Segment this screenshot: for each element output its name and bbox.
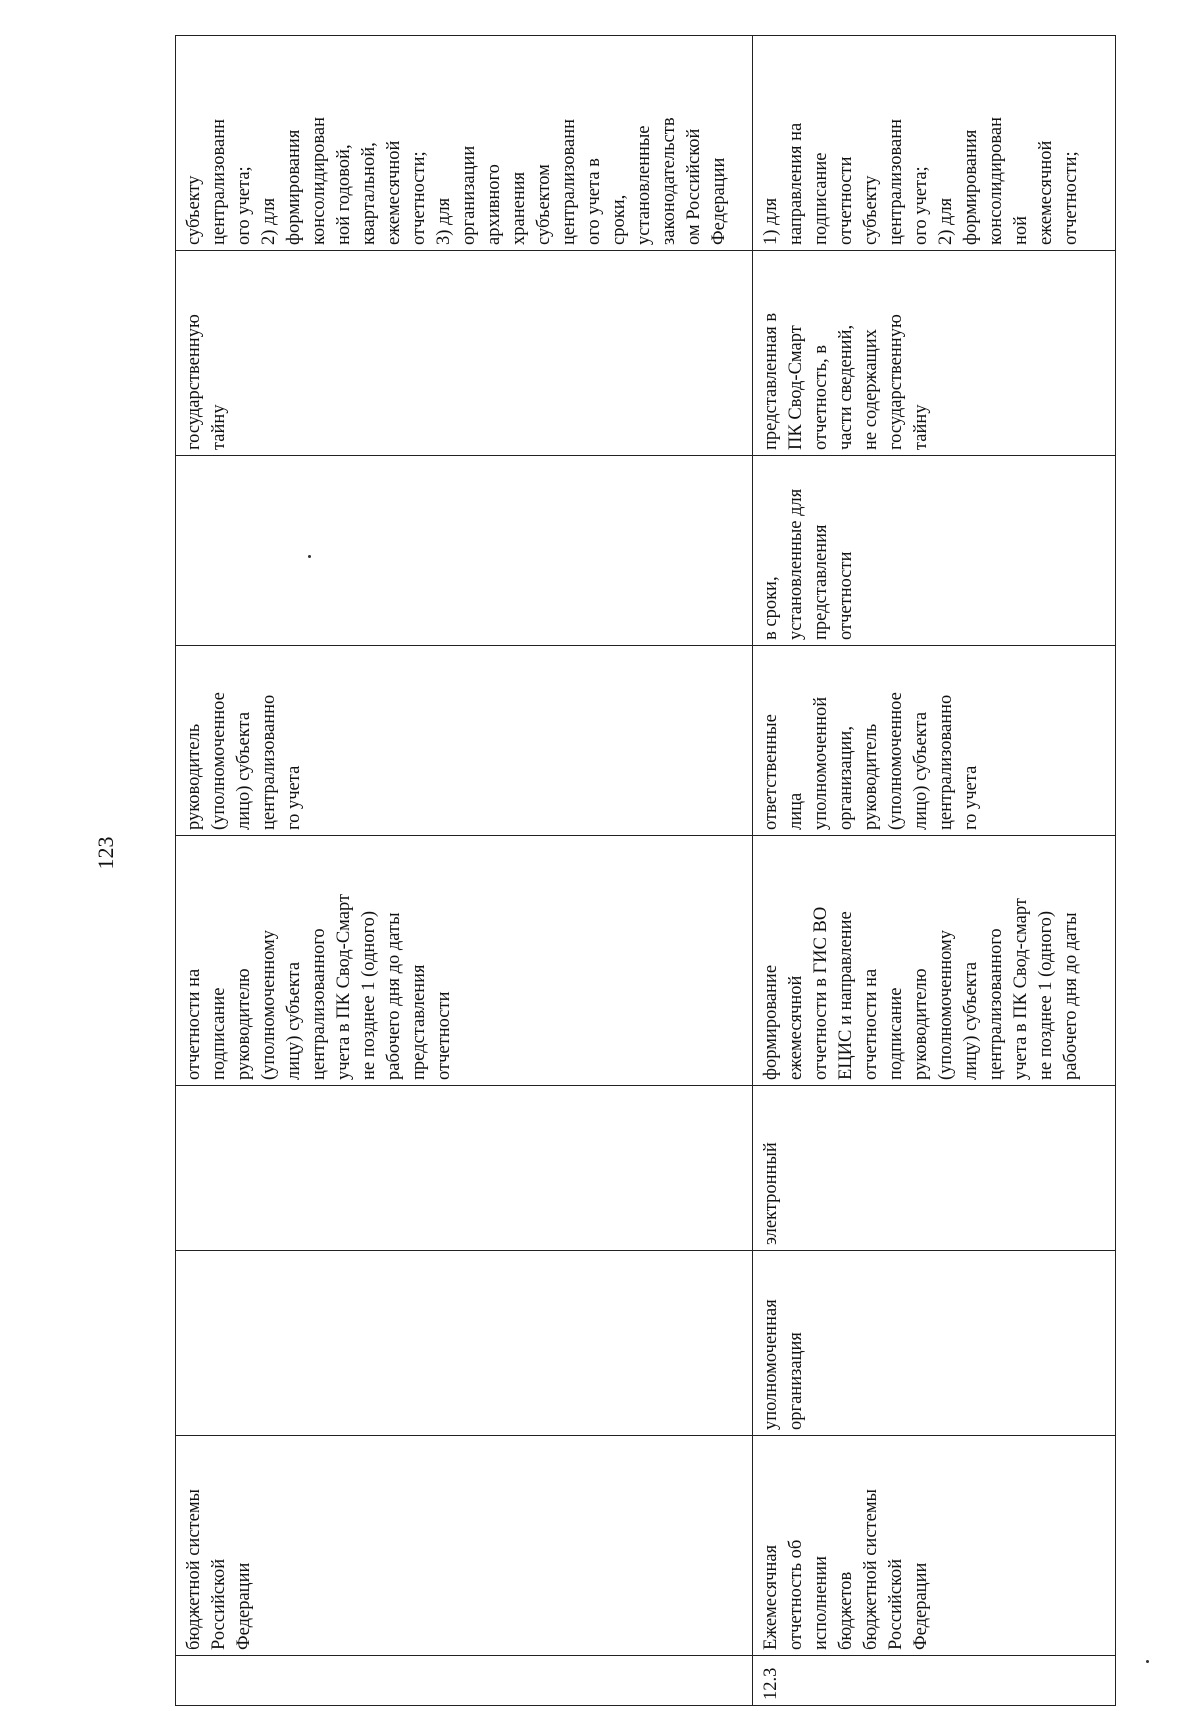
cell-info: государственную тайну: [176, 251, 753, 456]
cell-name: Ежемесячная отчетность об исполнении бюджетов бюджетной системы Российской Федерации: [753, 1436, 1116, 1656]
cell-info: представленная в ПК Свод-Смарт отчетность, в части сведений, не содержащих государственную тайну: [753, 251, 1116, 456]
scan-speck: [1146, 1660, 1149, 1663]
cell-name: бюджетной системы Российской Федерации: [176, 1436, 753, 1656]
cell-number: 12.3: [753, 1656, 1116, 1706]
table-row: [176, 36, 753, 1706]
cell-purpose: субъекту централизованн ого учета; 2) для формирования консолидирован ной годовой, квартальной, ежемесячной отчетности; 3) для организации архивного хранения субъектом централизованн ого учета в сроки, установленные законодательств ом Российской Федерации: [176, 36, 753, 251]
table-row: [753, 36, 1116, 1706]
scan-speck: [308, 555, 311, 558]
cell-form: [176, 1086, 753, 1251]
cell-responsible: руководитель (уполномоченное лицо) субъекта централизованно го учета: [176, 646, 753, 836]
cell-deadline: в сроки, установленные для представления отчетности: [753, 456, 1116, 646]
rotated-table-container: [175, 36, 1115, 1706]
cell-purpose: 1) для направления на подписание отчетности субъекту централизованн ого учета; 2) для формирования консолидирован ной ежемесячной отчетности;: [753, 36, 1116, 251]
cell-participant: [176, 1251, 753, 1436]
cell-form: электронный: [753, 1086, 1116, 1251]
cell-deadline: [176, 456, 753, 646]
cell-procedure: отчетности на подписание руководителю (уполномоченному лицу) субъекта централизованного учета в ПК Свод-Смарт не позднее 1 (одного) рабочего дня до даты представления отчетности: [176, 836, 753, 1086]
cell-procedure: формирование ежемесячной отчетности в ГИС ВО ЕЦИС и направление отчетности на подписание руководителю (уполномоченному лицу) субъекта централизованного учета в ПК Свод-смарт не позднее 1 (одного) рабочего дня до даты: [753, 836, 1116, 1086]
cell-number: [176, 1656, 753, 1706]
cell-participant: уполномоченная организация: [753, 1251, 1116, 1436]
cell-responsible: ответственные лица уполномоченной организации, руководитель (уполномоченное лицо) субъекта централизованно го учета: [753, 646, 1116, 836]
page-number: 123: [93, 836, 118, 870]
report-table: [175, 35, 1116, 1706]
